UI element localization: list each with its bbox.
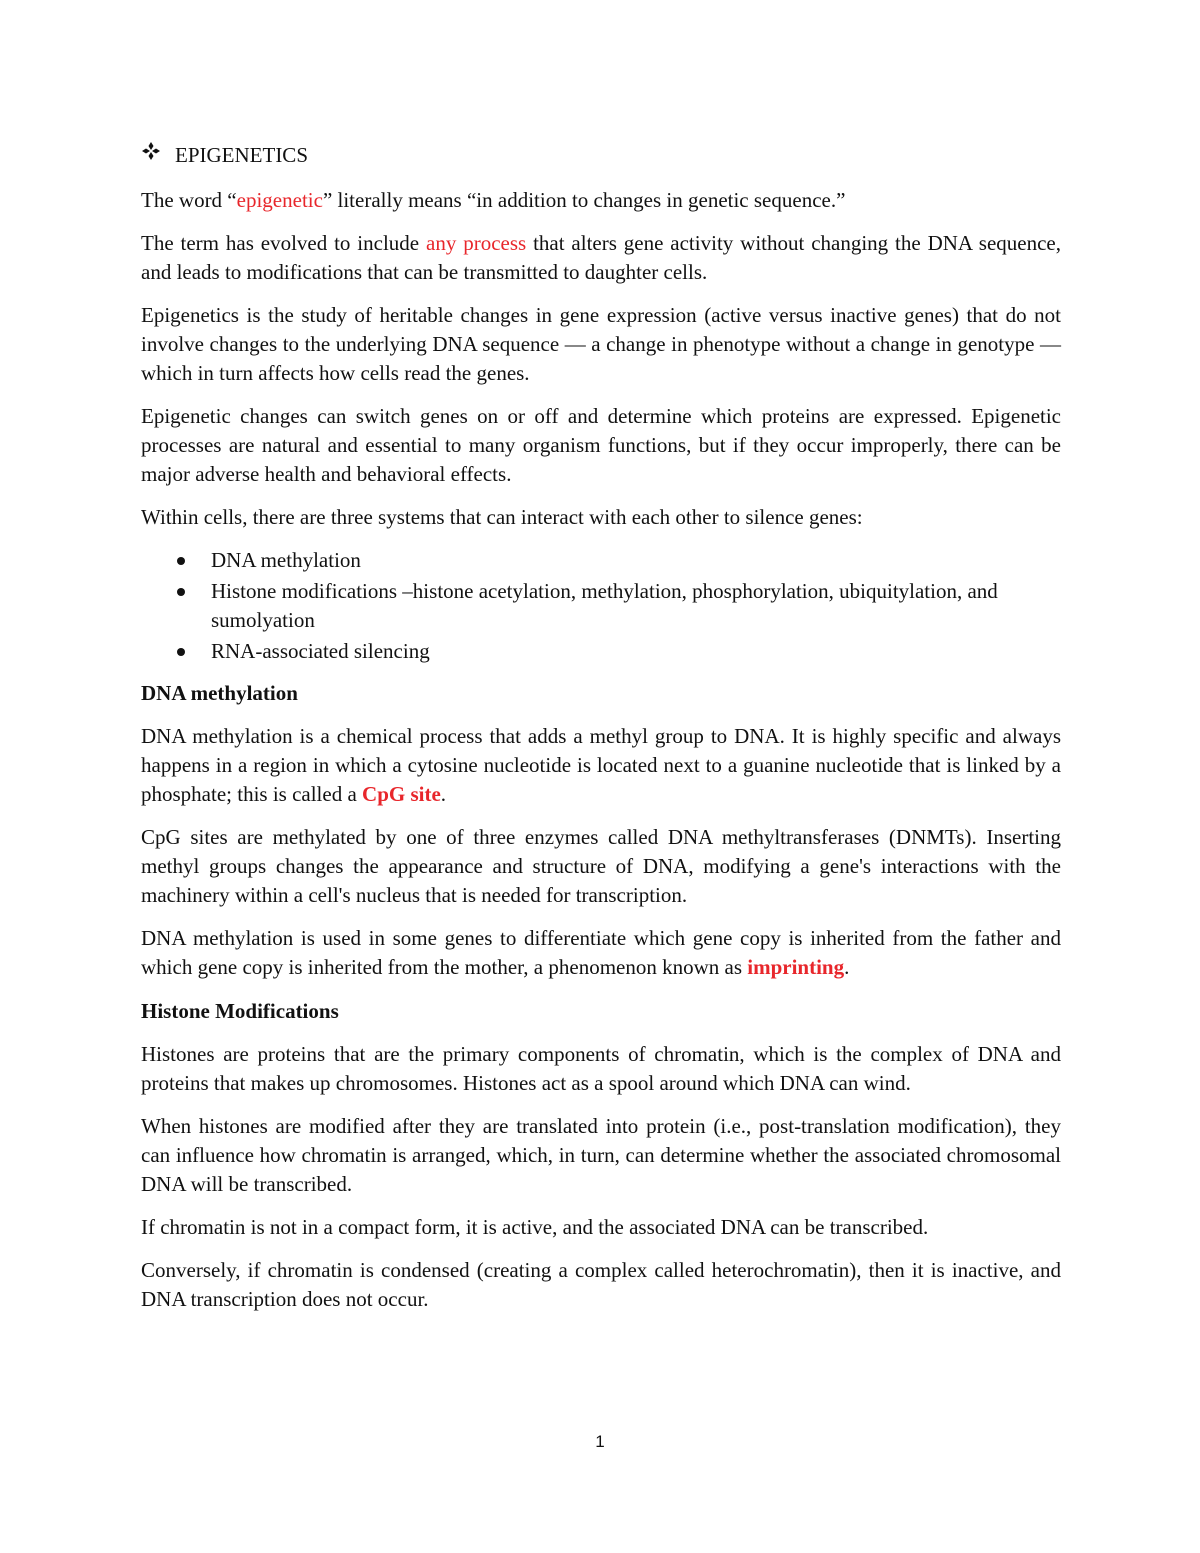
paragraph-imprinting	[141, 924, 1061, 982]
text-run: ” literally means “in addition to changes in genetic sequence.”	[322, 188, 846, 212]
round-bullet-icon	[177, 648, 185, 656]
list-item-text: RNA-associated silencing	[211, 639, 430, 663]
highlight-cpg-site: CpG site	[362, 782, 441, 806]
paragraph-definition	[141, 186, 1061, 215]
paragraph-term-evolved	[141, 229, 1061, 287]
text-run: .	[844, 955, 850, 979]
paragraph-chromatin-active: If chromatin is not in a compact form, it is active, and the associated DNA can be transcribed.	[141, 1215, 929, 1239]
four-diamond-icon	[141, 139, 161, 169]
paragraph-cpg-sites: CpG sites are methylated by one of three enzymes called DNA methyltransferases (DNMTs). Inserting methyl groups changes the appearance and structure of DNA, modifying a gene's interactions with the machinery within a cell's nucleus that is needed for transcription.	[141, 825, 1061, 907]
round-bullet-icon	[177, 588, 185, 596]
paragraph-methylation-process	[141, 722, 1061, 809]
list-item	[141, 577, 1061, 635]
paragraph-histones-proteins: Histones are proteins that are the primary components of chromatin, which is the complex of DNA and proteins that makes up chromosomes. Histones act as a spool around which DNA can wind.	[141, 1042, 1061, 1095]
list-item-text: DNA methylation	[211, 548, 361, 572]
round-bullet-icon	[177, 557, 185, 565]
highlight-any-process: any process	[426, 231, 527, 255]
paragraph-histones-modified: When histones are modified after they are translated into protein (i.e., post-translation modification), they can influence how chromatin is arranged, which, in turn, can determine whether the associated chromosomal DNA will be transcribed.	[141, 1114, 1061, 1196]
text-run: DNA methylation is a chemical process that adds a methyl group to DNA. It is highly specific and always happens in a region in which a cytosine nucleotide is located next to a guanine nucleotide that is linked by a phosphate; this is called a	[141, 724, 1061, 806]
list-item	[141, 637, 1061, 666]
subheading-histone-modifications: Histone Modifications	[141, 999, 339, 1023]
page-number: 1	[595, 1432, 605, 1451]
text-run: .	[440, 782, 447, 806]
subheading-dna-methylation: DNA methylation	[141, 681, 298, 705]
text-run: The word “	[141, 188, 237, 212]
highlight-epigenetic: epigenetic	[236, 188, 323, 212]
paragraph-study-definition: Epigenetics is the study of heritable changes in gene expression (active versus inactive genes) that do not involve changes to the underlying DNA sequence — a change in phenotype without a change in genotype —which in turn affects how cells read the genes.	[141, 303, 1061, 385]
highlight-imprinting: imprinting	[747, 955, 845, 979]
list-item	[141, 546, 1061, 575]
paragraph-switch-genes: Epigenetic changes can switch genes on or off and determine which proteins are expressed. Epigenetic processes are natural and essential to many organism functions, but if they occur improperly, there can be major adverse health and behavioral effects.	[141, 404, 1061, 486]
paragraph-chromatin-condensed: Conversely, if chromatin is condensed (creating a complex called heterochromatin), then it is inactive, and DNA transcription does not occur.	[141, 1258, 1061, 1311]
section-heading-epigenetics	[141, 140, 1061, 170]
text-run: DNA methylation is used in some genes to differentiate which gene copy is inherited from the father and which gene copy is inherited from the mother, a phenomenon known as	[141, 926, 1061, 979]
paragraph-three-systems: Within cells, there are three systems that can interact with each other to silence genes:	[141, 505, 863, 529]
systems-list	[141, 546, 1061, 666]
document-body	[141, 140, 1061, 1328]
heading-text: EPIGENETICS	[175, 143, 308, 167]
list-item-text: Histone modifications –histone acetylation, methylation, phosphorylation, ubiquitylation, and sumolyation	[211, 579, 998, 632]
text-run: The term has evolved to include	[141, 231, 426, 255]
text-run: that alters gene activity without changing the DNA sequence, and leads to modifications that can be transmitted to daughter cells.	[141, 231, 1061, 284]
